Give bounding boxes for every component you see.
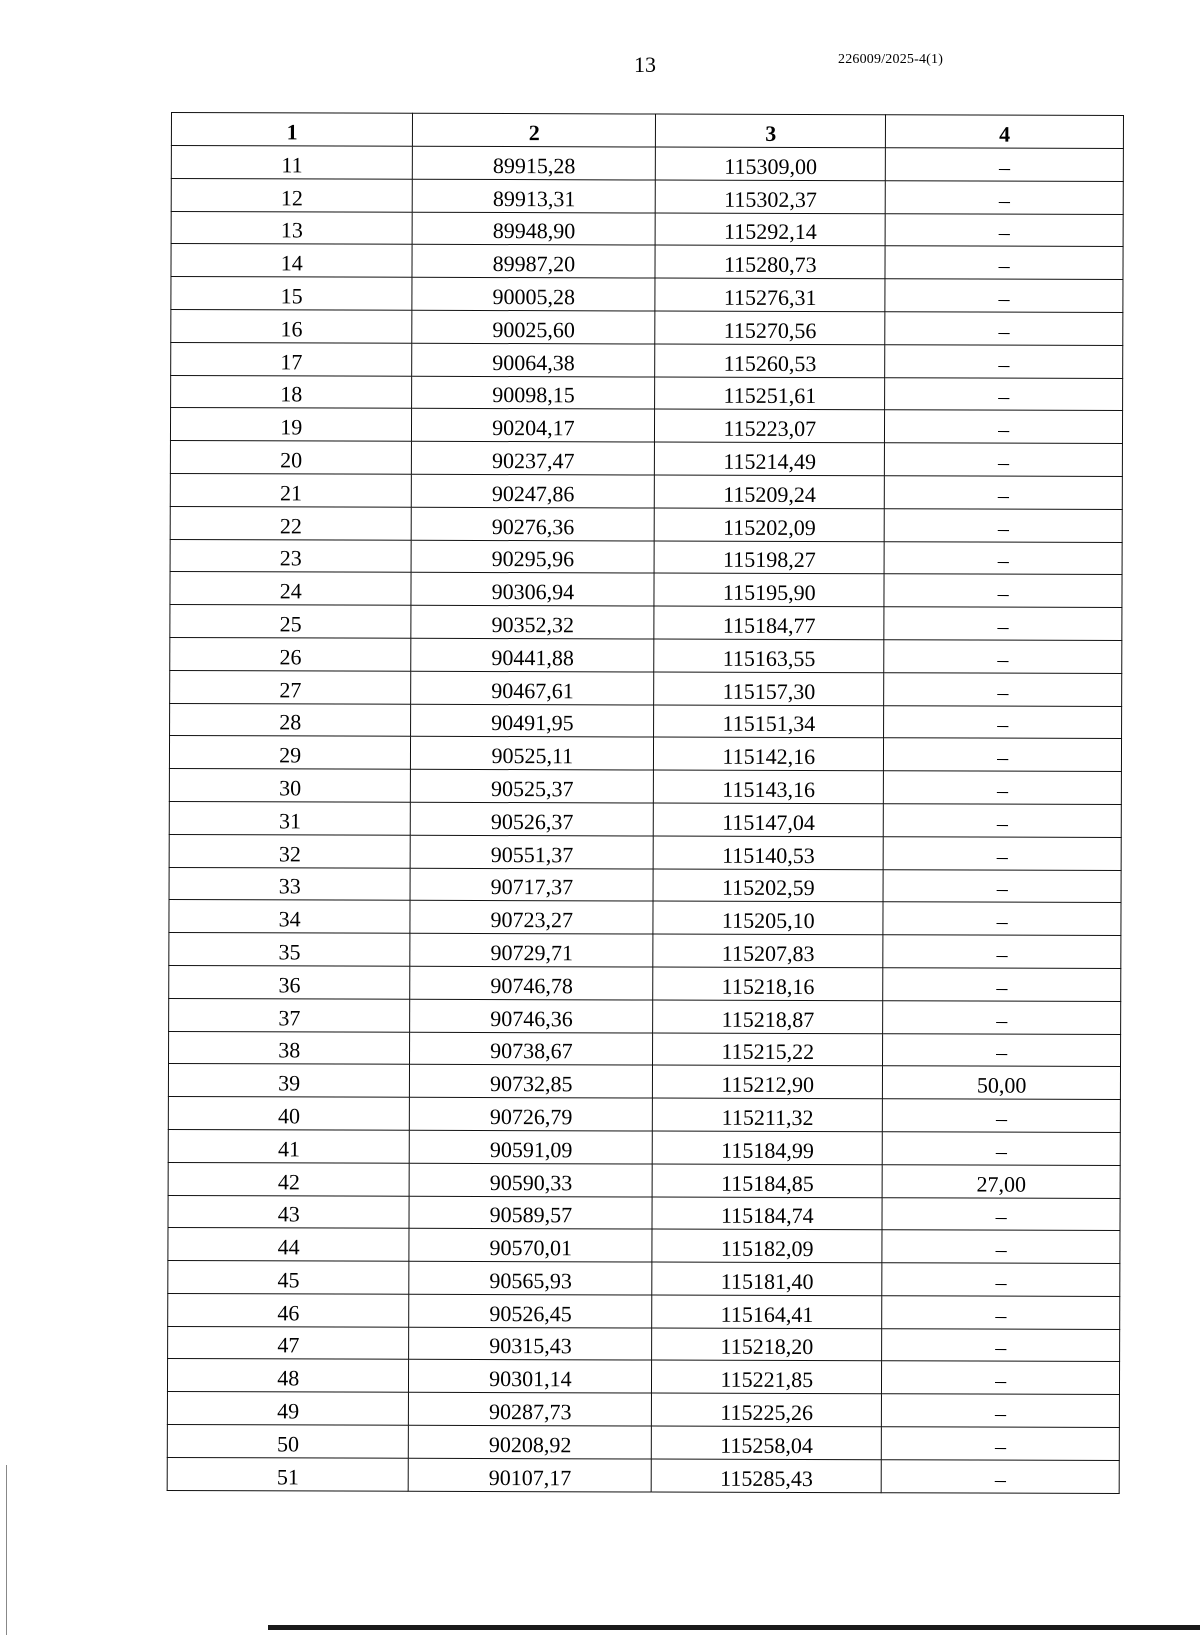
value-cell: 50,00 xyxy=(883,1066,1121,1100)
point-number-cell: 36 xyxy=(169,965,411,999)
x-coordinate-cell: 90526,37 xyxy=(411,802,654,836)
y-coordinate-cell: 115276,31 xyxy=(655,278,885,312)
value-cell: – xyxy=(884,738,1122,772)
left-margin-line xyxy=(6,1465,7,1635)
table-row xyxy=(168,1195,1120,1231)
table-row xyxy=(170,441,1122,477)
x-coordinate-cell: 90315,43 xyxy=(409,1327,652,1361)
value-cell: – xyxy=(883,1000,1121,1034)
point-number-cell: 13 xyxy=(171,211,413,245)
point-number-cell: 32 xyxy=(169,834,411,868)
point-number-cell: 27 xyxy=(170,670,412,704)
y-coordinate-cell: 115225,26 xyxy=(652,1393,882,1427)
bottom-scan-edge xyxy=(268,1625,1200,1630)
table-row xyxy=(169,900,1121,936)
y-coordinate-cell: 115221,85 xyxy=(652,1361,882,1395)
value-cell: – xyxy=(884,574,1122,608)
value-cell: – xyxy=(883,869,1121,903)
column-header-2: 2 xyxy=(413,113,656,147)
y-coordinate-cell: 115198,27 xyxy=(654,541,884,575)
point-number-cell: 37 xyxy=(169,998,411,1032)
point-number-cell: 42 xyxy=(168,1162,410,1196)
y-coordinate-cell: 115302,37 xyxy=(655,180,885,214)
y-coordinate-cell: 115218,20 xyxy=(652,1328,882,1362)
value-cell: – xyxy=(884,640,1122,674)
point-number-cell: 12 xyxy=(171,178,413,212)
column-header-4: 4 xyxy=(886,115,1124,149)
point-number-cell: 28 xyxy=(170,703,412,737)
value-cell: – xyxy=(885,345,1123,379)
value-cell: – xyxy=(881,1460,1119,1494)
table-row xyxy=(167,1457,1119,1493)
point-number-cell: 51 xyxy=(167,1457,409,1491)
y-coordinate-cell: 115270,56 xyxy=(655,311,885,345)
value-cell: – xyxy=(886,148,1124,182)
value-cell: – xyxy=(885,246,1123,280)
table-row xyxy=(168,1293,1120,1329)
column-header-3: 3 xyxy=(656,114,886,148)
x-coordinate-cell: 90589,57 xyxy=(409,1196,652,1230)
point-number-cell: 21 xyxy=(170,473,412,507)
point-number-cell: 29 xyxy=(169,736,411,770)
y-coordinate-cell: 115202,09 xyxy=(654,508,884,542)
table-header-row xyxy=(171,113,1123,149)
table-row xyxy=(169,998,1121,1034)
value-cell: – xyxy=(885,213,1123,247)
point-number-cell: 48 xyxy=(167,1359,409,1393)
value-cell: – xyxy=(884,705,1122,739)
value-cell: – xyxy=(885,377,1123,411)
x-coordinate-cell: 90467,61 xyxy=(411,671,654,705)
table-row xyxy=(169,834,1121,870)
x-coordinate-cell: 90064,38 xyxy=(412,343,655,377)
value-cell: – xyxy=(883,836,1121,870)
y-coordinate-cell: 115207,83 xyxy=(653,934,883,968)
y-coordinate-cell: 115212,90 xyxy=(653,1065,883,1099)
y-coordinate-cell: 115182,09 xyxy=(652,1229,882,1263)
x-coordinate-cell: 90107,17 xyxy=(409,1458,652,1492)
y-coordinate-cell: 115211,32 xyxy=(653,1098,883,1132)
y-coordinate-cell: 115223,07 xyxy=(655,409,885,443)
x-coordinate-cell: 90295,96 xyxy=(411,540,654,574)
x-coordinate-cell: 90717,37 xyxy=(410,868,653,902)
value-cell: – xyxy=(882,1296,1120,1330)
x-coordinate-cell: 90301,14 xyxy=(409,1360,652,1394)
value-cell: – xyxy=(883,968,1121,1002)
table-row xyxy=(169,736,1121,772)
table-row xyxy=(169,769,1121,805)
y-coordinate-cell: 115157,30 xyxy=(654,672,884,706)
point-number-cell: 16 xyxy=(171,309,413,343)
x-coordinate-cell: 90591,09 xyxy=(410,1130,653,1164)
table-row xyxy=(168,1261,1120,1297)
x-coordinate-cell: 90723,27 xyxy=(410,901,653,935)
x-coordinate-cell: 90565,93 xyxy=(409,1261,652,1295)
point-number-cell: 31 xyxy=(169,801,411,835)
x-coordinate-cell: 90208,92 xyxy=(409,1425,652,1459)
table-row xyxy=(171,244,1123,280)
table-row xyxy=(167,1425,1119,1461)
value-cell: – xyxy=(884,804,1122,838)
table-row xyxy=(168,1228,1120,1264)
point-number-cell: 40 xyxy=(168,1097,410,1131)
value-cell: – xyxy=(885,312,1123,346)
y-coordinate-cell: 115218,16 xyxy=(653,967,883,1001)
value-cell: – xyxy=(883,1099,1121,1133)
table-row xyxy=(167,1392,1119,1428)
value-cell: – xyxy=(884,509,1122,543)
y-coordinate-cell: 115285,43 xyxy=(651,1459,881,1493)
y-coordinate-cell: 115209,24 xyxy=(655,475,885,509)
table-row xyxy=(171,375,1123,411)
coordinates-table xyxy=(167,112,1124,1494)
x-coordinate-cell: 90746,36 xyxy=(410,999,653,1033)
x-coordinate-cell: 89913,31 xyxy=(413,179,656,213)
y-coordinate-cell: 115164,41 xyxy=(652,1295,882,1329)
table-row xyxy=(171,211,1123,247)
point-number-cell: 25 xyxy=(170,605,412,639)
table-row xyxy=(169,965,1121,1001)
y-coordinate-cell: 115147,04 xyxy=(654,803,884,837)
column-header-1: 1 xyxy=(171,113,413,147)
y-coordinate-cell: 115202,59 xyxy=(653,869,883,903)
table-row xyxy=(170,670,1122,706)
point-number-cell: 23 xyxy=(170,539,412,573)
table-row xyxy=(168,1064,1120,1100)
y-coordinate-cell: 115184,74 xyxy=(652,1197,882,1231)
y-coordinate-cell: 115140,53 xyxy=(653,836,883,870)
point-number-cell: 47 xyxy=(168,1326,410,1360)
point-number-cell: 49 xyxy=(167,1392,409,1426)
x-coordinate-cell: 90247,86 xyxy=(412,474,655,508)
point-number-cell: 34 xyxy=(169,900,411,934)
point-number-cell: 22 xyxy=(170,506,412,540)
y-coordinate-cell: 115260,53 xyxy=(655,344,885,378)
value-cell: – xyxy=(884,672,1122,706)
table-row xyxy=(169,867,1121,903)
x-coordinate-cell: 90590,33 xyxy=(410,1163,653,1197)
table-row xyxy=(170,605,1122,641)
point-number-cell: 33 xyxy=(169,867,411,901)
point-number-cell: 11 xyxy=(171,146,413,180)
value-cell: – xyxy=(882,1361,1120,1395)
x-coordinate-cell: 89948,90 xyxy=(413,212,656,246)
x-coordinate-cell: 90025,60 xyxy=(412,310,655,344)
point-number-cell: 14 xyxy=(171,244,413,278)
value-cell: – xyxy=(884,607,1122,641)
point-number-cell: 50 xyxy=(167,1425,409,1459)
value-cell: – xyxy=(885,476,1123,510)
point-number-cell: 24 xyxy=(170,572,412,606)
point-number-cell: 43 xyxy=(168,1195,410,1229)
y-coordinate-cell: 115280,73 xyxy=(655,245,885,279)
value-cell: – xyxy=(883,1033,1121,1067)
table-row xyxy=(168,1326,1120,1362)
y-coordinate-cell: 115143,16 xyxy=(654,770,884,804)
table-row xyxy=(168,1097,1120,1133)
table-row xyxy=(167,1359,1119,1395)
y-coordinate-cell: 115258,04 xyxy=(652,1426,882,1460)
x-coordinate-cell: 90352,32 xyxy=(411,605,654,639)
value-cell: – xyxy=(885,443,1123,477)
point-number-cell: 41 xyxy=(168,1129,410,1163)
y-coordinate-cell: 115205,10 xyxy=(653,901,883,935)
table-row xyxy=(170,539,1122,575)
point-number-cell: 15 xyxy=(171,277,413,311)
value-cell: – xyxy=(884,771,1122,805)
value-cell: – xyxy=(883,935,1121,969)
x-coordinate-cell: 90287,73 xyxy=(409,1393,652,1427)
x-coordinate-cell: 90525,11 xyxy=(411,737,654,771)
y-coordinate-cell: 115215,22 xyxy=(653,1033,883,1067)
y-coordinate-cell: 115184,77 xyxy=(654,606,884,640)
y-coordinate-cell: 115214,49 xyxy=(655,442,885,476)
table-row xyxy=(168,1129,1120,1165)
table-row xyxy=(169,933,1121,969)
y-coordinate-cell: 115181,40 xyxy=(652,1262,882,1296)
x-coordinate-cell: 90746,78 xyxy=(410,966,653,1000)
table-row xyxy=(171,309,1123,345)
page-number: 13 xyxy=(634,52,656,77)
value-cell: – xyxy=(882,1263,1120,1297)
point-number-cell: 46 xyxy=(168,1293,410,1327)
y-coordinate-cell: 115292,14 xyxy=(655,213,885,247)
value-cell: 27,00 xyxy=(882,1164,1120,1198)
table-row xyxy=(170,572,1122,608)
point-number-cell: 35 xyxy=(169,933,411,967)
x-coordinate-cell: 90237,47 xyxy=(412,441,655,475)
x-coordinate-cell: 90526,45 xyxy=(409,1294,652,1328)
y-coordinate-cell: 115184,99 xyxy=(652,1131,882,1165)
x-coordinate-cell: 90726,79 xyxy=(410,1097,653,1131)
table-row xyxy=(170,637,1122,673)
value-cell: – xyxy=(882,1197,1120,1231)
value-cell: – xyxy=(883,902,1121,936)
y-coordinate-cell: 115184,85 xyxy=(652,1164,882,1198)
y-coordinate-cell: 115151,34 xyxy=(654,705,884,739)
x-coordinate-cell: 90551,37 xyxy=(411,835,654,869)
y-coordinate-cell: 115163,55 xyxy=(654,639,884,673)
value-cell: – xyxy=(885,410,1123,444)
point-number-cell: 19 xyxy=(170,408,412,442)
y-coordinate-cell: 115309,00 xyxy=(656,147,886,181)
value-cell: – xyxy=(882,1427,1120,1461)
x-coordinate-cell: 90729,71 xyxy=(410,933,653,967)
point-number-cell: 45 xyxy=(168,1261,410,1295)
table-row xyxy=(171,146,1123,182)
y-coordinate-cell: 115218,87 xyxy=(653,1000,883,1034)
table-row xyxy=(170,703,1122,739)
x-coordinate-cell: 90276,36 xyxy=(412,507,655,541)
x-coordinate-cell: 90098,15 xyxy=(412,376,655,410)
x-coordinate-cell: 90738,67 xyxy=(410,1032,653,1066)
value-cell: – xyxy=(885,279,1123,313)
value-cell: – xyxy=(884,541,1122,575)
x-coordinate-cell: 90005,28 xyxy=(412,277,655,311)
table-row xyxy=(171,342,1123,378)
point-number-cell: 30 xyxy=(169,769,411,803)
value-cell: – xyxy=(882,1328,1120,1362)
value-cell: – xyxy=(883,1132,1121,1166)
document-reference: 226009/2025-4(1) xyxy=(838,52,944,67)
value-cell: – xyxy=(885,181,1123,215)
x-coordinate-cell: 90491,95 xyxy=(411,704,654,738)
x-coordinate-cell: 90306,94 xyxy=(411,573,654,607)
table-row xyxy=(171,178,1123,214)
table-row xyxy=(171,277,1123,313)
table-row xyxy=(169,801,1121,837)
value-cell: – xyxy=(882,1230,1120,1264)
x-coordinate-cell: 89915,28 xyxy=(413,146,656,180)
point-number-cell: 26 xyxy=(170,637,412,671)
x-coordinate-cell: 90204,17 xyxy=(412,409,655,443)
value-cell: – xyxy=(882,1394,1120,1428)
table-row xyxy=(168,1162,1120,1198)
point-number-cell: 39 xyxy=(168,1064,410,1098)
point-number-cell: 17 xyxy=(171,342,413,376)
x-coordinate-cell: 90570,01 xyxy=(409,1229,652,1263)
y-coordinate-cell: 115251,61 xyxy=(655,377,885,411)
x-coordinate-cell: 90525,37 xyxy=(411,769,654,803)
table-row xyxy=(170,408,1122,444)
x-coordinate-cell: 89987,20 xyxy=(412,245,655,279)
point-number-cell: 18 xyxy=(171,375,413,409)
point-number-cell: 38 xyxy=(169,1031,411,1065)
table-row xyxy=(169,1031,1121,1067)
table-row xyxy=(170,506,1122,542)
table-body xyxy=(167,146,1123,1494)
y-coordinate-cell: 115195,90 xyxy=(654,573,884,607)
x-coordinate-cell: 90732,85 xyxy=(410,1065,653,1099)
x-coordinate-cell: 90441,88 xyxy=(411,638,654,672)
table-row xyxy=(170,473,1122,509)
point-number-cell: 44 xyxy=(168,1228,410,1262)
point-number-cell: 20 xyxy=(170,441,412,475)
y-coordinate-cell: 115142,16 xyxy=(654,737,884,771)
